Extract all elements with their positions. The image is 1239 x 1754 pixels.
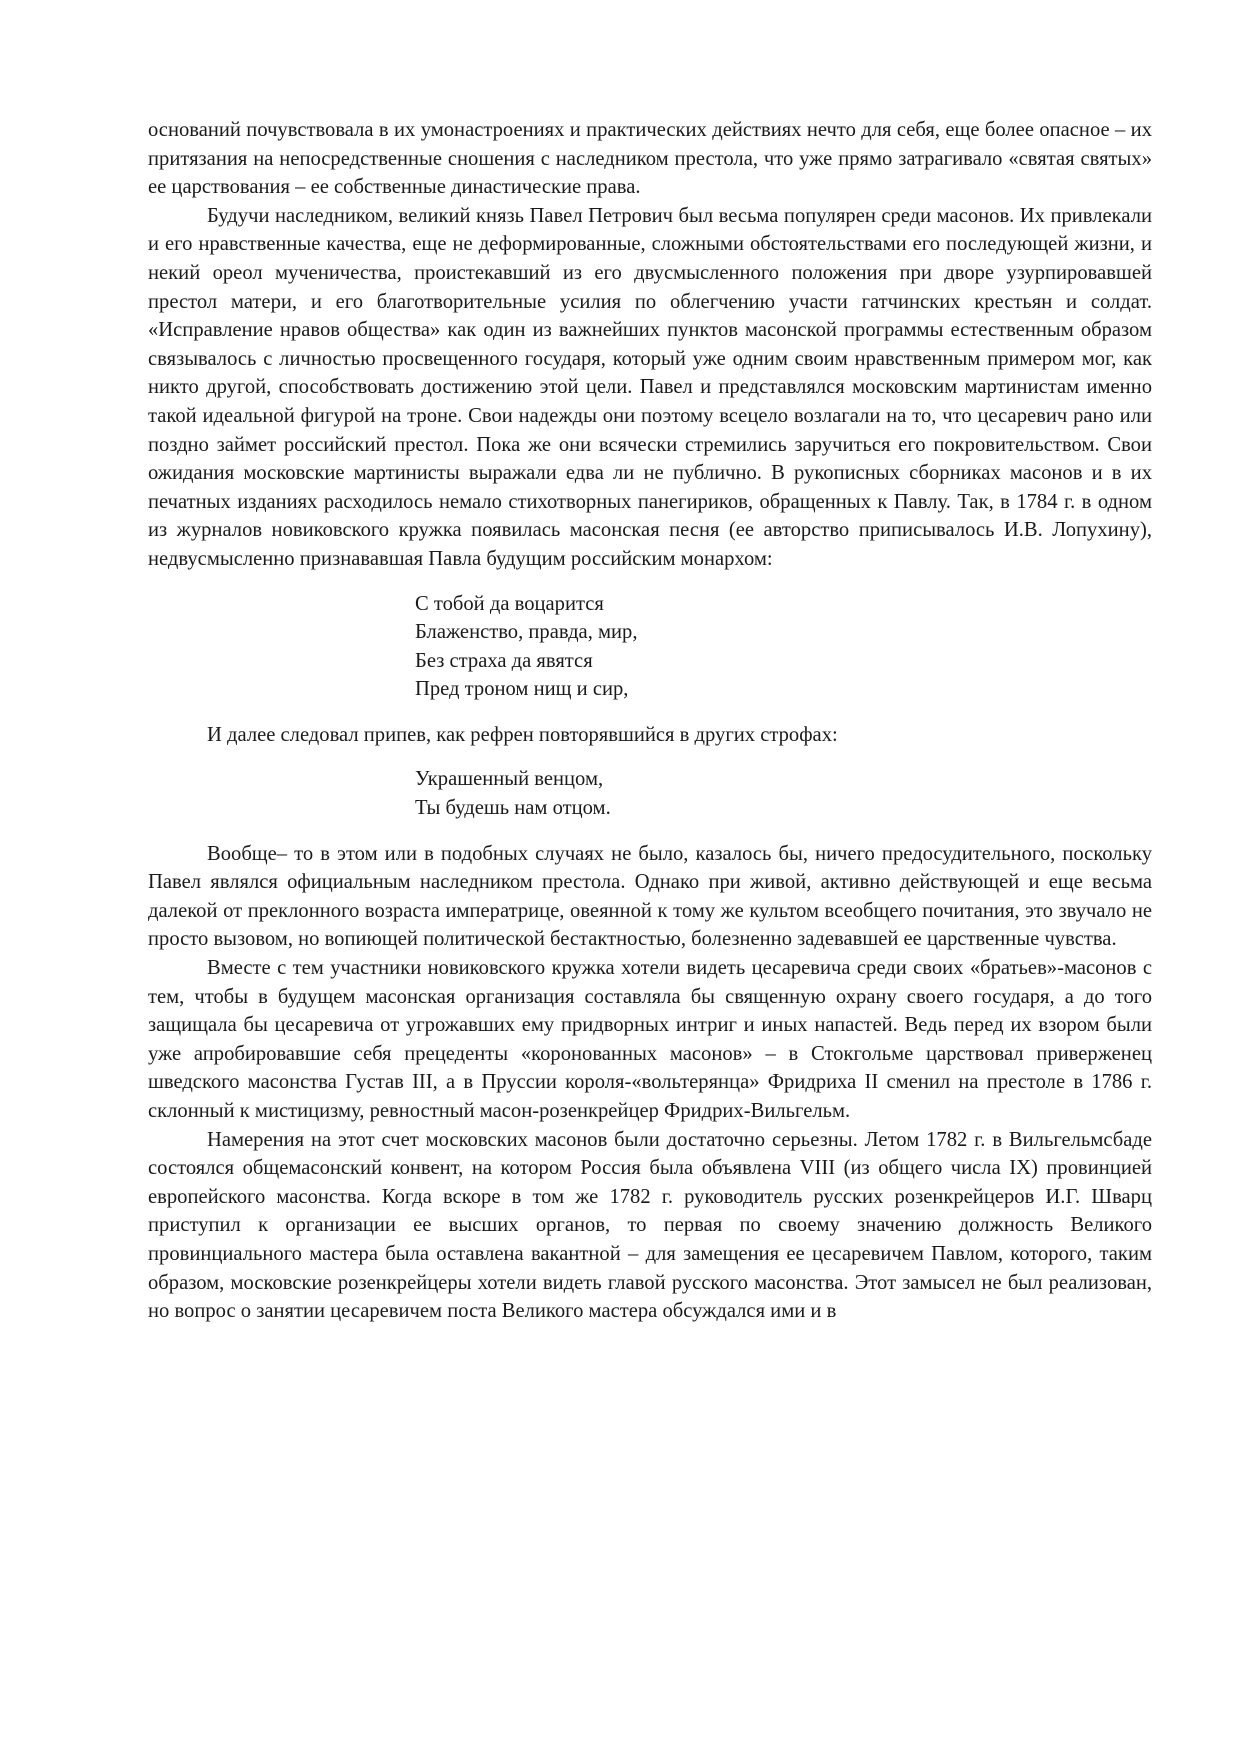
verse-line: Без страха да явятся bbox=[415, 649, 593, 672]
verse-line: Пред троном нищ и сир, bbox=[415, 678, 629, 701]
paragraph-4: Вместе с тем участники новиковского кружка хотели видеть цесаревича среди своих «братьев»-масонов с тем, чтобы в будущем масонская организация составляла бы священную охрану своего государя, а до того защищала бы цесаревича от угрожавших ему придворных интриг и иных напастей. Ведь перед их взором были уже апробировавшие себя прецеденты «коронованных масонов» – в Стокгольме царствовал приверженец шведского масонства Густав III, а в Пруссии короля-«вольтерянца» Фридриха II сменил на престоле в 1786 г. склонный к мистицизму, ревностный масон-розенкрейцер Фридрих-Вильгельм. bbox=[148, 957, 1152, 1122]
document-page bbox=[148, 116, 1152, 1326]
paragraph-5: Намерения на этот счет московских масонов были достаточно серьезны. Летом 1782 г. в Вильгельмсбаде состоялся общемасонский конвент, на котором Россия была объявлена VIII (из общего числа IX) провинцией европейского масонства. Когда вскоре в том же 1782 г. руководитель русских розенкрейцеров И.Г. Шварц приступил к организации ее высших органов, то первая по своему значению должность Великого провинциального мастера была оставлена вакантной – для замещения ее цесаревичем Павлом, которого, таким образом, московские розенкрейцеры хотели видеть главой русского масонства. Этот замысел не был реализован, но вопрос о занятии цесаревичем поста Великого мастера обсуждался ими и в bbox=[148, 1128, 1152, 1323]
paragraph-1: оснований почувствовала в их умонастроениях и практических действиях нечто для себя, еще более опасное – их притязания на непосредственные сношения с наследником престола, что уже прямо затрагивало «святая святых» ее царствования – ее собственные династические права. bbox=[148, 119, 1152, 199]
refrain-intro: И далее следовал припев, как рефрен повторявшийся в других строфах: bbox=[207, 723, 838, 746]
verse-line: С тобой да воцарится bbox=[415, 592, 604, 615]
paragraph-3: Вообще– то в этом или в подобных случаях не было, казалось бы, ничего предосудительного, поскольку Павел являлся официальным наследником престола. Однако при живой, активно действующей и еще весьма далекой от преклонного возраста императрице, овеянной к тому же культом всеобщего почитания, это звучало не просто вызовом, но вопиющей политической бестактностью, болезненно задевавшей ее царственные чувства. bbox=[148, 842, 1152, 951]
paragraph-2: Будучи наследником, великий князь Павел Петрович был весьма популярен среди масонов. Их привлекали и его нравственные качества, еще не деформированные, сложными обстоятельствами его последующей жизни, и некий ореол мученичества, проистекавший из его двусмысленного положения при дворе узурпировавшей престол матери, и его благотворительные усилия по облегчению участи гатчинских крестьян и солдат. «Исправление нравов общества» как один из важнейших пунктов масонской программы естественным образом связывалось с личностью просвещенного государя, который уже одним своим нравственным примером мог, как никто другой, способствовать достижению этой цели. Павел и представлялся московским мартинистам именно такой идеальной фигурой на троне. Свои надежды они поэтому всецело возлагали на то, что цесаревич рано или поздно займет российский престол. Пока же они всячески стремились заручиться его покровительством. Свои ожидания московские мартинисты выражали едва ли не публично. В рукописных сборниках масонов и в их печатных изданиях расходилось немало стихотворных панегириков, обращенных к Павлу. Так, в 1784 г. в одном из журналов новиковского кружка появилась масонская песня (ее авторство приписывалось И.В. Лопухину), недвусмысленно признававшая Павла будущим российским монархом: bbox=[148, 204, 1152, 570]
verse-stanza bbox=[148, 590, 1152, 704]
verse-line: Блаженство, правда, мир, bbox=[415, 621, 638, 644]
verse-line: Украшенный венцом, bbox=[415, 768, 604, 791]
verse-line: Ты будешь нам отцом. bbox=[415, 797, 611, 820]
verse-refrain bbox=[148, 765, 1152, 822]
